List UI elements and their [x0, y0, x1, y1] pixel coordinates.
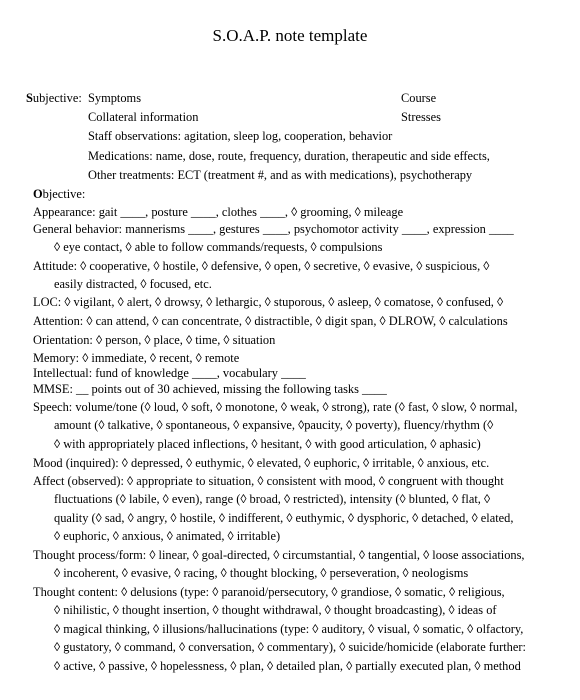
objective-line: ◊ euphoric, ◊ anxious, ◊ animated, ◊ irritable): [54, 529, 281, 543]
objective-line: ◊ incoherent, ◊ evasive, ◊ racing, ◊ thought blocking, ◊ perseveration, ◊ neologisms: [54, 566, 469, 580]
subjective-label-rest: ubjective:: [32, 91, 82, 105]
objective-line: Thought process/form: ◊ linear, ◊ goal-directed, ◊ circumstantial, ◊ tangential, ◊ loose associations,: [33, 548, 525, 562]
objective-line: ◊ with appropriately placed inflections, ◊ hesitant, ◊ with good articulation, ◊ aphasic): [54, 437, 481, 451]
objective-line: MMSE: __ points out of 30 achieved, missing the following tasks ____: [33, 382, 387, 396]
objective-line: Thought content: ◊ delusions (type: ◊ paranoid/persecutory, ◊ grandiose, ◊ somatic, ◊ religious,: [33, 585, 505, 599]
subjective-label: [26, 89, 82, 107]
objective-line: ◊ eye contact, ◊ able to follow commands/requests, ◊ compulsions: [54, 240, 383, 254]
subjective-staff-observations: Staff observations: agitation, sleep log, cooperation, behavior: [88, 129, 393, 143]
objective-label-rest: bjective:: [42, 187, 86, 201]
objective-line: ◊ nihilistic, ◊ thought insertion, ◊ thought withdrawal, ◊ thought broadcasting), ◊ ideas of: [54, 603, 497, 617]
objective-line: easily distracted, ◊ focused, etc.: [54, 277, 212, 291]
objective-line: Affect (observed): ◊ appropriate to situation, ◊ consistent with mood, ◊ congruent with thought: [33, 474, 504, 488]
objective-line: Attention: ◊ can attend, ◊ can concentrate, ◊ distractible, ◊ digit span, ◊ DLROW, ◊ calculations: [33, 314, 508, 328]
subjective-medications: Medications: name, dose, route, frequency, duration, therapeutic and side effects,: [88, 149, 490, 163]
objective-line: Speech: volume/tone (◊ loud, ◊ soft, ◊ monotone, ◊ weak, ◊ strong), rate (◊ fast, ◊ slow, ◊ normal,: [33, 400, 518, 414]
objective-label: [33, 185, 85, 203]
subjective-course: Course: [401, 91, 437, 105]
subjective-label-initial: S: [26, 91, 33, 105]
subjective-symptoms: Symptoms: [88, 91, 142, 105]
objective-line: quality (◊ sad, ◊ angry, ◊ hostile, ◊ indifferent, ◊ euthymic, ◊ dysphoric, ◊ detached, ◊ elated,: [54, 511, 514, 525]
objective-line: ◊ gustatory, ◊ command, ◊ conversation, ◊ commentary), ◊ suicide/homicide (elaborate further:: [54, 640, 526, 654]
objective-line: General behavior: mannerisms ____, gestures ____, psychomotor activity ____, expression ____: [33, 222, 514, 236]
objective-line: Memory: ◊ immediate, ◊ recent, ◊ remote: [33, 351, 240, 365]
objective-line: ◊ magical thinking, ◊ illusions/hallucinations (type: ◊ auditory, ◊ visual, ◊ somatic, ◊ olfactory,: [54, 622, 524, 636]
subjective-other-treatments: Other treatments: ECT (treatment #, and as with medications), psychotherapy: [88, 168, 473, 182]
objective-line: fluctuations (◊ labile, ◊ even), range (◊ broad, ◊ restricted), intensity (◊ blunted, ◊ flat, ◊: [54, 492, 491, 506]
objective-label-initial: O: [33, 187, 43, 201]
objective-line: amount (◊ talkative, ◊ spontaneous, ◊ expansive, ◊paucity, ◊ poverty), fluency/rhythm (◊: [54, 418, 494, 432]
subjective-collateral: Collateral information: [88, 110, 199, 124]
objective-line: Appearance: gait ____, posture ____, clothes ____, ◊ grooming, ◊ mileage: [33, 205, 404, 219]
objective-line: Attitude: ◊ cooperative, ◊ hostile, ◊ defensive, ◊ open, ◊ secretive, ◊ evasive, ◊ suspicious, ◊: [33, 259, 490, 273]
objective-line: ◊ active, ◊ passive, ◊ hopelessness, ◊ plan, ◊ detailed plan, ◊ partially executed plan, ◊ method: [54, 659, 521, 673]
objective-line: Orientation: ◊ person, ◊ place, ◊ time, ◊ situation: [33, 333, 276, 347]
page-title: S.O.A.P. note template: [212, 26, 368, 45]
subjective-stresses: Stresses: [401, 110, 441, 124]
objective-line: Intellectual: fund of knowledge ____, vocabulary ____: [33, 366, 306, 380]
objective-line: LOC: ◊ vigilant, ◊ alert, ◊ drowsy, ◊ lethargic, ◊ stuporous, ◊ asleep, ◊ comatose, ◊ confused, ◊: [33, 295, 504, 309]
objective-line: Mood (inquired): ◊ depressed, ◊ euthymic, ◊ elevated, ◊ euphoric, ◊ irritable, ◊ anxious, etc.: [33, 456, 490, 470]
